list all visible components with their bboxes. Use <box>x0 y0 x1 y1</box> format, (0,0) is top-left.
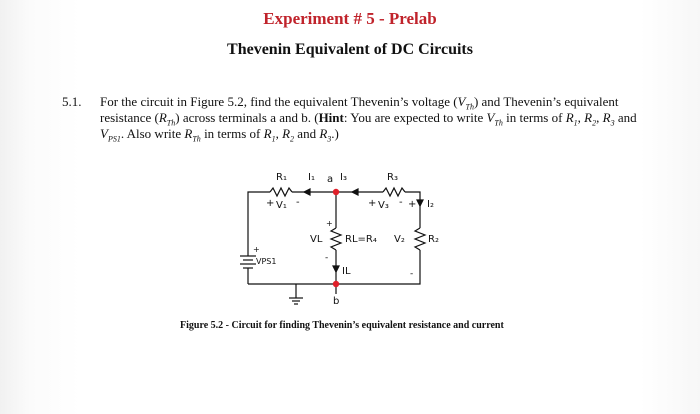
label-vps1: VPS1 <box>256 257 277 266</box>
problem-number: 5.1. <box>62 94 82 109</box>
problem-text-part: ) across terminals a and b. ( <box>175 110 319 125</box>
label-node-a: a <box>327 174 334 185</box>
label-r3: R₃ <box>387 172 398 183</box>
resistor-rl <box>331 228 341 250</box>
label-v2-minus: - <box>410 269 414 279</box>
label-i1: I₁ <box>308 172 315 183</box>
label-v3-minus: - <box>399 197 403 208</box>
resistor-r1 <box>270 188 292 196</box>
label-v3: V₃ <box>378 200 389 211</box>
label-rl-eq: RL=R₄ <box>345 234 377 245</box>
label-v1: V₁ <box>276 200 287 211</box>
problem-text-part: For the circuit in Figure 5.2, find the equivalent Thevenin’s voltage ( <box>100 94 458 109</box>
resistor-r2 <box>415 228 425 250</box>
problem-text-part: : You are expected to write <box>343 110 487 125</box>
resistor-r3 <box>383 188 405 196</box>
symbol-r3: $R_3$ <box>602 110 615 128</box>
document-subtitle: Thevenin Equivalent of DC Circuits <box>227 41 473 58</box>
symbol-vps1: $V_{PS1}$ <box>100 126 121 144</box>
problem-text-part: and <box>614 110 637 125</box>
label-vl: VL <box>310 234 323 245</box>
label-vl-plus: + <box>326 219 333 228</box>
label-i2: I₂ <box>427 199 434 210</box>
problem-text-part: in terms of <box>502 110 566 125</box>
symbol-vth: $V_{Th}$ <box>486 110 503 128</box>
label-v1-minus: - <box>296 197 300 208</box>
label-r1: R₁ <box>276 172 287 183</box>
node-a <box>333 189 339 195</box>
symbol-r1: $R_1$ <box>565 110 578 128</box>
arrow-il <box>333 266 339 272</box>
label-v1-plus: + <box>266 198 275 209</box>
arrow-i3 <box>352 189 358 195</box>
symbol-rth: $R_{Th}$ <box>158 110 176 128</box>
symbol-r2: $R_2$ <box>282 126 295 144</box>
problem-5-1 <box>62 94 652 142</box>
problem-text-part: in terms of <box>200 126 264 141</box>
wire-r3-right <box>405 192 420 228</box>
problem-text-part: . Also write <box>120 126 185 141</box>
label-vps-plus: + <box>253 245 260 254</box>
node-b <box>333 281 339 287</box>
label-node-b: b <box>333 296 340 307</box>
label-vl-minus: - <box>325 253 329 263</box>
arrow-i2 <box>417 200 423 206</box>
label-v2: V₂ <box>394 234 405 245</box>
hint-label: Hint <box>318 110 344 125</box>
label-plus-mid: + <box>408 199 417 210</box>
symbol-r1: $R_1$ <box>263 126 276 144</box>
experiment-title: Experiment # 5 - Prelab <box>263 9 437 28</box>
label-r2: R₂ <box>428 234 439 245</box>
figure-caption: Figure 5.2 - Circuit for finding Thevenin’s equivalent resistance and current <box>180 320 504 331</box>
problem-text: For the circuit in Figure 5.2, find the equivalent Thevenin’s voltage $(V_{Th})$ and Thevenin’s equivalent resistance $(R_{Th})$ across terminals a and b. (Hint: You are expected to write $V_{Th}$ in terms of $R_1$, $R_2$, $R_3$ and $V_{PS1}$. Also write $R_{Th}$ in terms of $R_1$, $R_2$ and $R_3$.) <box>100 94 637 144</box>
arrow-i1 <box>304 189 310 195</box>
circuit-diagram <box>228 168 458 308</box>
label-il: IL <box>342 266 351 277</box>
label-i3: I₃ <box>340 172 347 183</box>
symbol-vth: $V_{Th}$ <box>457 94 474 112</box>
problem-text-part: ) and Thevenin’s equivalent resistance ( <box>100 94 619 125</box>
label-v3-plus: + <box>368 198 377 209</box>
symbol-r2: $R_2$ <box>584 110 597 128</box>
symbol-rth: $R_{Th}$ <box>184 126 201 144</box>
symbol-r3: $R_3$ <box>319 126 332 144</box>
